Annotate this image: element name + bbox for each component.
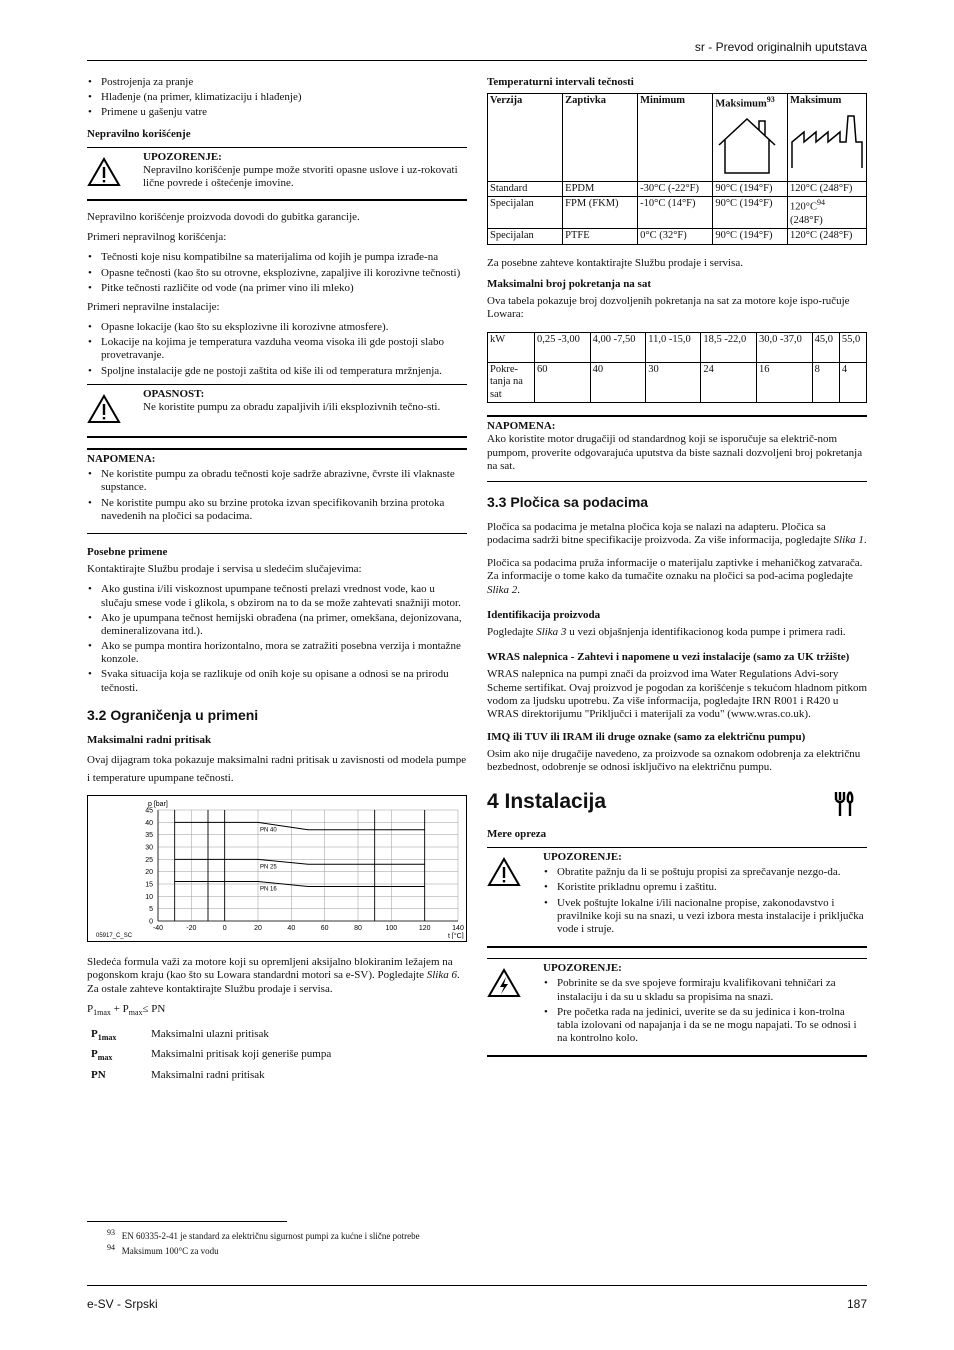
y-tick-label: 0 (149, 918, 153, 926)
warning-box (487, 847, 867, 948)
list-item: • Ako se pumpa montira horizontalno, mora se zatražiti posebna verzija i montažne konzole. (87, 640, 467, 666)
y-tick-label: 10 (145, 894, 153, 902)
series-label: PN 25 (260, 864, 277, 871)
list-item: • Postrojenja za pranje (87, 76, 467, 89)
left-column (87, 76, 467, 1087)
paragraph: Za posebne zahteve kontaktirajte Službu prodaje i servisa. (487, 256, 743, 269)
list-item: • Ako je upumpana tečnost hemijski obrađena (na primer, omekšana, dejonizovana, demineralizovana itd.). (87, 612, 467, 638)
warning-title: UPOZORENJE: (543, 851, 622, 864)
paragraph: Osim ako nije drugačije navedeno, za proizvode sa oznakom odobrenja za električnu bezbednost, odobrenje se odnosi isključivo na električnu pumpu. (487, 748, 861, 774)
series-line (175, 823, 425, 830)
x-tick-label: 60 (320, 925, 329, 933)
formula: $P_{1max} + P_{max}\le$ PN (87, 1002, 166, 1017)
misuse-list (87, 251, 467, 295)
electric-hazard-icon (487, 962, 543, 1047)
list-item: • Tečnosti koje nisu kompatibilne sa materijalima od kojih je pumpa izrađe-na (87, 251, 467, 264)
section-3-3-title: 3.3 Pločica sa podacima (487, 494, 649, 511)
electrical-warning-box (487, 958, 867, 1057)
warning-triangle-icon (87, 151, 143, 191)
paragraph: Ova tabela pokazuje broj dozvoljenih pokretanja na sat za motore koje ispo-ručuje Lowara: (487, 295, 850, 321)
list-item: • Ne koristite pumpu ako su brzine protoka izvan specifikovanih brzina protoka navedenih na pločici sa podacima. (87, 497, 467, 523)
list-item: • Ako gustina i/ili viskoznost upumpane tečnosti prelazi vrednost vode, kao u slučaju smese vode i glikola, s obzirom na to da se može zahtevati snažniji motor. (87, 583, 467, 609)
x-tick-label: -20 (186, 925, 197, 933)
paragraph: Pogledajte Slika 3 u vezi objašnjenja identifikacionog koda pumpe i primera radi. (487, 625, 846, 638)
note-box (87, 448, 467, 534)
right-column (487, 76, 867, 1067)
ident-heading: Identifikacija proizvoda (487, 608, 601, 621)
warning-title: UPOZORENJE: (143, 150, 222, 163)
table-row: $P_{max}$ Maksimalni pritisak koji generiše pumpa (91, 1048, 332, 1063)
starts-table (487, 332, 867, 404)
house-icon (715, 113, 785, 180)
formula-definitions (87, 1025, 335, 1087)
formula-paragraph: Sledeća formula važi za motore koji su opremljeni aksijalno blokiranim ležajem na pogonskom kraju (kao što su Lowara standardni motori sa e-SV). Pogledajte Slika 6. Za ostale zahteve kontaktirajte Službu prodaje i servisa. (87, 956, 460, 995)
header-rule (87, 60, 867, 61)
x-tick-label: 100 (385, 925, 398, 933)
table-row: Pokre-tanja na sat 60 40 30 24 16 8 4 (488, 362, 867, 403)
list-item: • Hlađenje (na primer, klimatizaciju i hlađenje) (87, 91, 467, 104)
list-item: • Pitke tečnosti različite od vode (na primer vino ili mleko) (87, 282, 467, 295)
paragraph: Primeri nepravilnog korišćenja: (87, 231, 227, 244)
wras-heading: WRAS nalepnica - Zahtevi i napomene u vezi instalacije (samo za UK tržište) (487, 651, 850, 664)
warning-triangle-icon (487, 851, 543, 938)
series-line (175, 860, 425, 865)
list-item: • Pre početka rada na jedinici, uverite se da su jedinica i kon-trolna tabla izolovani od napajanja i da se ne mogu napajati. To se odnosi i na kontrolno kolo. (543, 1006, 867, 1046)
warning-text: Nepravilno korišćenje pumpe može stvoriti opasne uslove i uz-rokovati lične povrede i oštećenje imovine. (143, 163, 458, 190)
list-item: • Obratite pažnju da li se poštuju propisi za sprečavanje nezgo-da. (543, 866, 867, 879)
y-tick-label: 25 (145, 857, 153, 865)
paragraph: Pločica sa podacima je metalna pločica koja se nalazi na adapteru. Pločica sa podacima sadrži bitne specifikacije proizvoda. Za više informacija, pogledajte Slika 1. (487, 520, 867, 547)
paragraph: WRAS nalepnica na pumpi znači da proizvod ima Water Regulations Advi-sory Scheme sertifikat. Ovaj proizvod je pogodan za korišćenje s tekućom hladnom pitkom vodom za ljudsku upotrebu. Za više informacija, pogledajte IRN R001 i R420 u WRAS direktorijumu "Priključci i materijali za vodu" (www.wras.co.uk). (487, 668, 868, 720)
footnote: $^{94}$ Maksimum 100°C za vodu (107, 1242, 219, 1256)
x-tick-label: 120 (418, 925, 431, 933)
page-header: sr - Prevod originalnih uputstava (694, 40, 867, 54)
warning-box (87, 147, 467, 201)
danger-text: Ne koristite pumpu za obradu zapaljivih i/ili eksplozivnih tečno-sti. (143, 401, 441, 413)
footnote: $^{93}$ EN 60335-2-41 je standard za električnu sigurnost pumpi za kućne i slične potrebe (107, 1228, 420, 1241)
intro-list (87, 76, 467, 120)
y-tick-label: 5 (149, 906, 153, 914)
footnotes (107, 1228, 420, 1257)
starts-heading: Maksimalni broj pokretanja na sat (487, 277, 652, 290)
precaution-heading: Mere opreza (487, 827, 547, 840)
warning-triangle-icon (87, 388, 143, 428)
paragraph: Pločica sa podacima pruža informacije o materijalu zaptivke i mehaničkog zatvarača. Za informacije o tome kako da tumačite oznaku na pločici sa pod-acima pogledajte Slika 2. (487, 557, 863, 596)
x-tick-label: 80 (354, 925, 362, 933)
y-axis-label: p [bar] (148, 801, 168, 809)
footer-rule (87, 1285, 867, 1286)
x-axis-label: t [°C] (448, 933, 464, 940)
x-tick-label: 140 (452, 925, 464, 933)
table-row: kW 0,25 -3,00 4,00 -7,50 11,0 -15,0 18,5 -22,0 30,0 -37,0 45,0 55,0 (488, 332, 867, 362)
y-tick-label: 35 (145, 832, 153, 840)
table-row: Specijalan FPM (FKM) -10°C (14°F) 90°C (194°F) $120^\circ C^{94}$ (248°F) (488, 197, 867, 229)
install-list (87, 321, 467, 378)
list-item: • Primene u gašenju vatre (87, 106, 467, 119)
paragraph: Nepravilno korišćenje proizvoda dovodi do gubitka garancije. (87, 210, 360, 223)
series-label: PN 16 (260, 886, 277, 893)
table-row: Standard EPDM -30°C (-22°F) 90°C (194°F) 120°C (248°F) (488, 181, 867, 197)
note-title: NAPOMENA: (487, 420, 556, 433)
x-tick-label: 0 (222, 925, 227, 933)
list-item: • Svaka situacija koja se razlikuje od onih koje su opisane a odnosi se na prirodu tečnosti. (87, 668, 467, 694)
max-pressure-heading: Maksimalni radni pritisak (87, 733, 212, 746)
list-item: • Opasne tečnosti (kao što su otrovne, eksplozivne, zapaljive ili korozivne tečnosti) (87, 267, 467, 280)
table-header-row: Verzija Zaptivka Minimum Maksimum$^{93}$ Maksimum (488, 94, 867, 182)
series-label: PN 40 (260, 827, 277, 834)
pressure-chart (87, 795, 467, 942)
list-item: • Lokacije na kojima je temperatura vazduha veoma visoka ili gde postoji slabo provetravanje. (87, 336, 467, 362)
tools-icon (833, 791, 855, 823)
list-item: • Pobrinite se da sve spojeve formiraju kvalifikovani tehničari za instalaciju i da su u skladu sa propisima na snazi. (543, 977, 867, 1003)
paragraph: Primeri nepravilne instalacije: (87, 300, 220, 313)
page-number: 187 (846, 1297, 867, 1311)
note-text: Ako koristite motor drugačiji od standardnog koji se isporučuje sa električ-nom pumpom, proverite odgovarajuća uputstva da biste saznali dozvoljeni broj pokretanja na sat. (487, 433, 863, 472)
y-tick-label: 45 (145, 807, 153, 815)
special-list (87, 583, 467, 695)
y-tick-label: 20 (145, 869, 153, 877)
list-item: • Koristite prikladnu opremu i zaštitu. (543, 881, 867, 894)
y-tick-label: 30 (145, 844, 153, 852)
y-tick-label: 40 (145, 820, 153, 828)
figure-code: 05917_C_SC (96, 933, 133, 940)
danger-title: OPASNOST: (143, 387, 205, 400)
x-tick-label: 40 (287, 925, 296, 933)
temp-heading: Temperaturni intervali tečnosti (487, 76, 634, 88)
section-3-2-title: 3.2 Ograničenja u primeni (87, 706, 259, 723)
footnote-rule (87, 1221, 287, 1222)
pressure-chart-svg (88, 796, 466, 939)
paragraph: Kontaktirajte Službu prodaje i servisa u sledećim slučajevima: (87, 563, 362, 576)
imq-heading: IMQ ili TUV ili IRAM ili druge oznake (samo za električnu pumpu) (487, 731, 806, 744)
list-item: • Opasne lokacije (kao što su eksplozivne ili korozivne atmosfere). (87, 321, 467, 334)
warning-title: UPOZORENJE: (543, 962, 622, 975)
paragraph: Ovaj dijagram toka pokazuje maksimalni radni pritisak u zavisnosti od modela pumpe i temperature upumpane tečnosti. (87, 753, 467, 785)
misuse-heading: Nepravilno korišćenje (87, 127, 191, 140)
table-row: PN Maksimalni radni pritisak (91, 1069, 265, 1082)
table-row: $P_{1max}$ Maksimalni ulazni pritisak (91, 1027, 269, 1042)
list-item: • Uvek poštujte lokalne i/ili nacionalne propise, zakonodavstvo i pravilnike koji su na snazi, u vezi izbora mesta instalacije i priključka vode i struje. (543, 897, 867, 937)
section-4-title: 4 Instalacija (487, 789, 867, 814)
x-tick-label: 20 (254, 925, 262, 933)
note-box (487, 415, 867, 482)
x-tick-label: -40 (152, 925, 164, 933)
footer-left: e-SV - Srpski (87, 1297, 158, 1311)
special-heading: Posebne primene (87, 545, 168, 558)
danger-box (87, 384, 467, 438)
table-row: Specijalan PTFE 0°C (32°F) 90°C (194°F) 120°C (248°F) (488, 229, 867, 245)
factory-icon (790, 114, 864, 175)
temperature-table (487, 93, 867, 245)
list-item: • Spoljne instalacije gde ne postoji zaštita od kiše ili od temperatura mržnjenja. (87, 365, 467, 378)
y-tick-label: 15 (145, 881, 153, 889)
list-item: • Ne koristite pumpu za obradu tečnosti koje sadrže abrazivne, čvrste ili vlaknaste supstance. (87, 468, 467, 494)
note-title: NAPOMENA: (87, 453, 156, 465)
